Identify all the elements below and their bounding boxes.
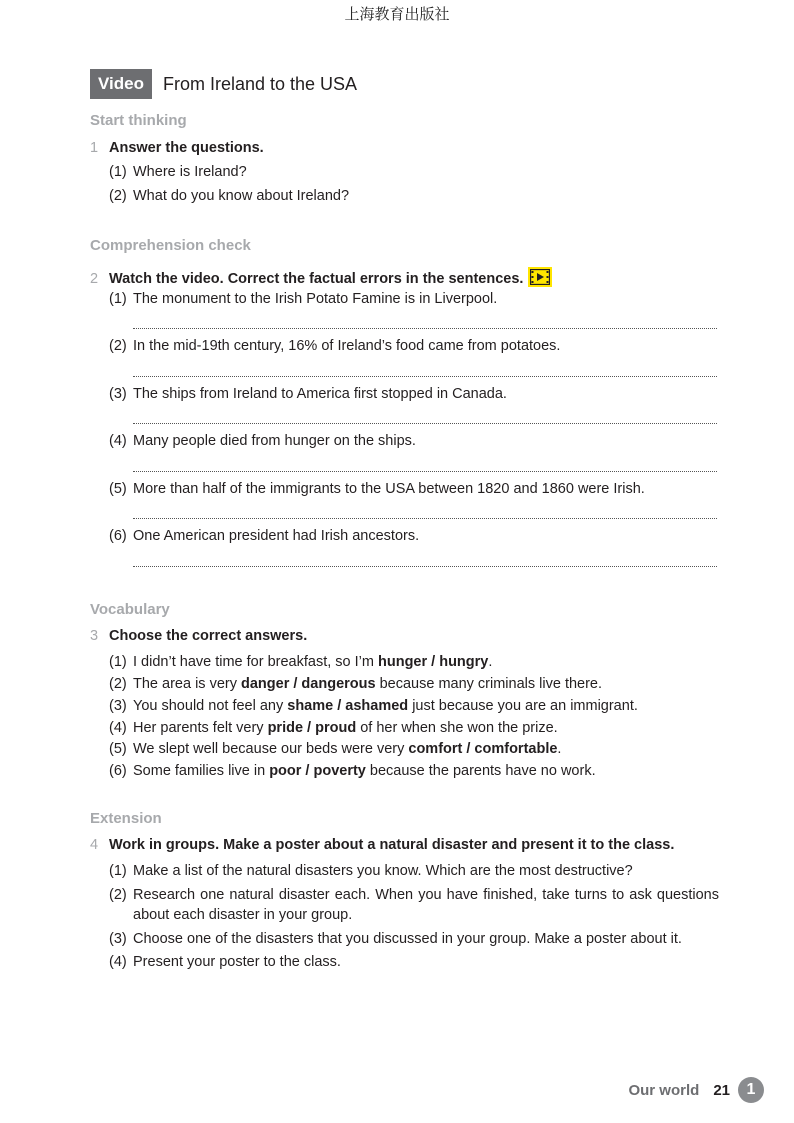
item-text: Choose one of the disasters that you discussed in your group. Make a poster about it. <box>133 931 682 947</box>
answer-line[interactable] <box>133 566 717 567</box>
item-number: (2) <box>109 188 127 204</box>
sentence-end: just because you are an immigrant. <box>408 698 638 714</box>
video-title: From Ireland to the USA <box>162 73 358 94</box>
item-text: Where is Ireland? <box>133 164 247 180</box>
question-number: 3 <box>90 628 99 644</box>
unit-title: Our world <box>628 1081 700 1099</box>
item-text: Make a list of the natural disasters you know. Which are the most destructive? <box>133 863 633 879</box>
item-text: What do you know about Ireland? <box>133 188 350 204</box>
section-vocabulary: Vocabulary <box>90 601 170 618</box>
item-number: (1) <box>109 164 127 180</box>
item-text: The monument to the Irish Potato Famine is in Liverpool. <box>133 291 498 307</box>
question-1 <box>90 140 264 156</box>
page-footer <box>628 1077 764 1103</box>
item-number: (6) <box>109 528 127 544</box>
list-item <box>109 336 719 356</box>
answer-line[interactable] <box>133 471 717 472</box>
section-start-thinking: Start thinking <box>90 112 187 129</box>
list-item <box>109 718 719 738</box>
sentence-end: . <box>557 741 562 757</box>
unit-number-badge: 1 <box>738 1077 764 1103</box>
page-title <box>90 69 357 99</box>
list-item <box>109 929 719 949</box>
answer-choice[interactable]: hunger / hungry <box>378 654 489 670</box>
item-text: Research one natural disaster each. When you have finished, take turns to ask questions about each disaster in your group. <box>133 887 719 923</box>
item-number: (3) <box>109 698 127 714</box>
question-3 <box>90 628 307 644</box>
question-2 <box>90 267 552 287</box>
item-number: (2) <box>109 676 127 692</box>
item-number: (2) <box>109 887 127 903</box>
answer-line[interactable] <box>133 423 717 424</box>
question-instruction: Work in groups. Make a poster about a natural disaster and present it to the class. <box>109 837 675 853</box>
answer-choice[interactable]: shame / ashamed <box>287 698 409 714</box>
list-item <box>109 162 719 182</box>
page-number: 21 <box>713 1081 730 1099</box>
list-item <box>109 739 719 759</box>
video-badge: Video <box>90 69 152 99</box>
item-number: (3) <box>109 931 127 947</box>
item-number: (1) <box>109 863 127 879</box>
publisher-header: 上海教育出版社 <box>344 5 450 23</box>
item-number: (1) <box>109 654 127 670</box>
sentence-end: of her when she won the prize. <box>356 720 558 736</box>
sentence-start: The area is very <box>133 676 241 692</box>
sentence-end: because the parents have no work. <box>365 763 596 779</box>
list-item <box>109 952 719 972</box>
list-item <box>109 186 719 206</box>
item-number: (6) <box>109 763 127 779</box>
item-text: One American president had Irish ancestors. <box>133 528 420 544</box>
answer-line[interactable] <box>133 518 717 519</box>
question-number: 2 <box>90 271 99 287</box>
list-item <box>109 652 719 672</box>
section-comprehension-check: Comprehension check <box>90 237 251 254</box>
answer-choice[interactable]: poor / poverty <box>269 763 366 779</box>
question-instruction: Watch the video. Correct the factual errors in the sentences. <box>109 271 524 287</box>
list-item <box>109 384 719 404</box>
item-text: More than half of the immigrants to the USA between 1820 and 1860 were Irish. <box>133 481 645 497</box>
answer-choice[interactable]: danger / dangerous <box>241 676 376 692</box>
list-item <box>109 861 719 881</box>
sentence-end: because many criminals live there. <box>375 676 603 692</box>
question-number: 1 <box>90 140 99 156</box>
sentence-start: Her parents felt very <box>133 720 268 736</box>
item-number: (4) <box>109 433 127 449</box>
video-icon <box>528 267 552 287</box>
sentence-end: . <box>488 654 493 670</box>
list-item <box>109 431 719 451</box>
item-text: The ships from Ireland to America first stopped in Canada. <box>133 386 507 402</box>
sentence-start: Some families live in <box>133 763 270 779</box>
sentence-start: We slept well because our beds were very <box>133 741 409 757</box>
list-item <box>109 674 719 694</box>
answer-choice[interactable]: pride / proud <box>267 720 357 736</box>
item-text: Present your poster to the class. <box>133 954 341 970</box>
section-extension: Extension <box>90 810 162 827</box>
item-text: Many people died from hunger on the ships. <box>133 433 416 449</box>
item-number: (4) <box>109 954 127 970</box>
answer-choice[interactable]: comfort / comfortable <box>408 741 558 757</box>
question-number: 4 <box>90 837 99 853</box>
list-item <box>109 479 719 499</box>
item-number: (3) <box>109 386 127 402</box>
item-number: (5) <box>109 481 127 497</box>
question-4 <box>90 837 674 853</box>
question-instruction: Choose the correct answers. <box>109 628 308 644</box>
sentence-start: You should not feel any <box>133 698 288 714</box>
item-text: In the mid-19th century, 16% of Ireland’s food came from potatoes. <box>133 338 561 354</box>
list-item <box>109 696 719 716</box>
question-instruction: Answer the questions. <box>109 140 264 156</box>
list-item <box>109 289 719 309</box>
answer-line[interactable] <box>133 376 717 377</box>
item-number: (5) <box>109 741 127 757</box>
item-number: (4) <box>109 720 127 736</box>
list-item <box>109 885 719 925</box>
item-number: (1) <box>109 291 127 307</box>
list-item <box>109 761 719 781</box>
answer-line[interactable] <box>133 328 717 329</box>
list-item <box>109 526 719 546</box>
sentence-start: I didn’t have time for breakfast, so I’m <box>133 654 378 670</box>
item-number: (2) <box>109 338 127 354</box>
